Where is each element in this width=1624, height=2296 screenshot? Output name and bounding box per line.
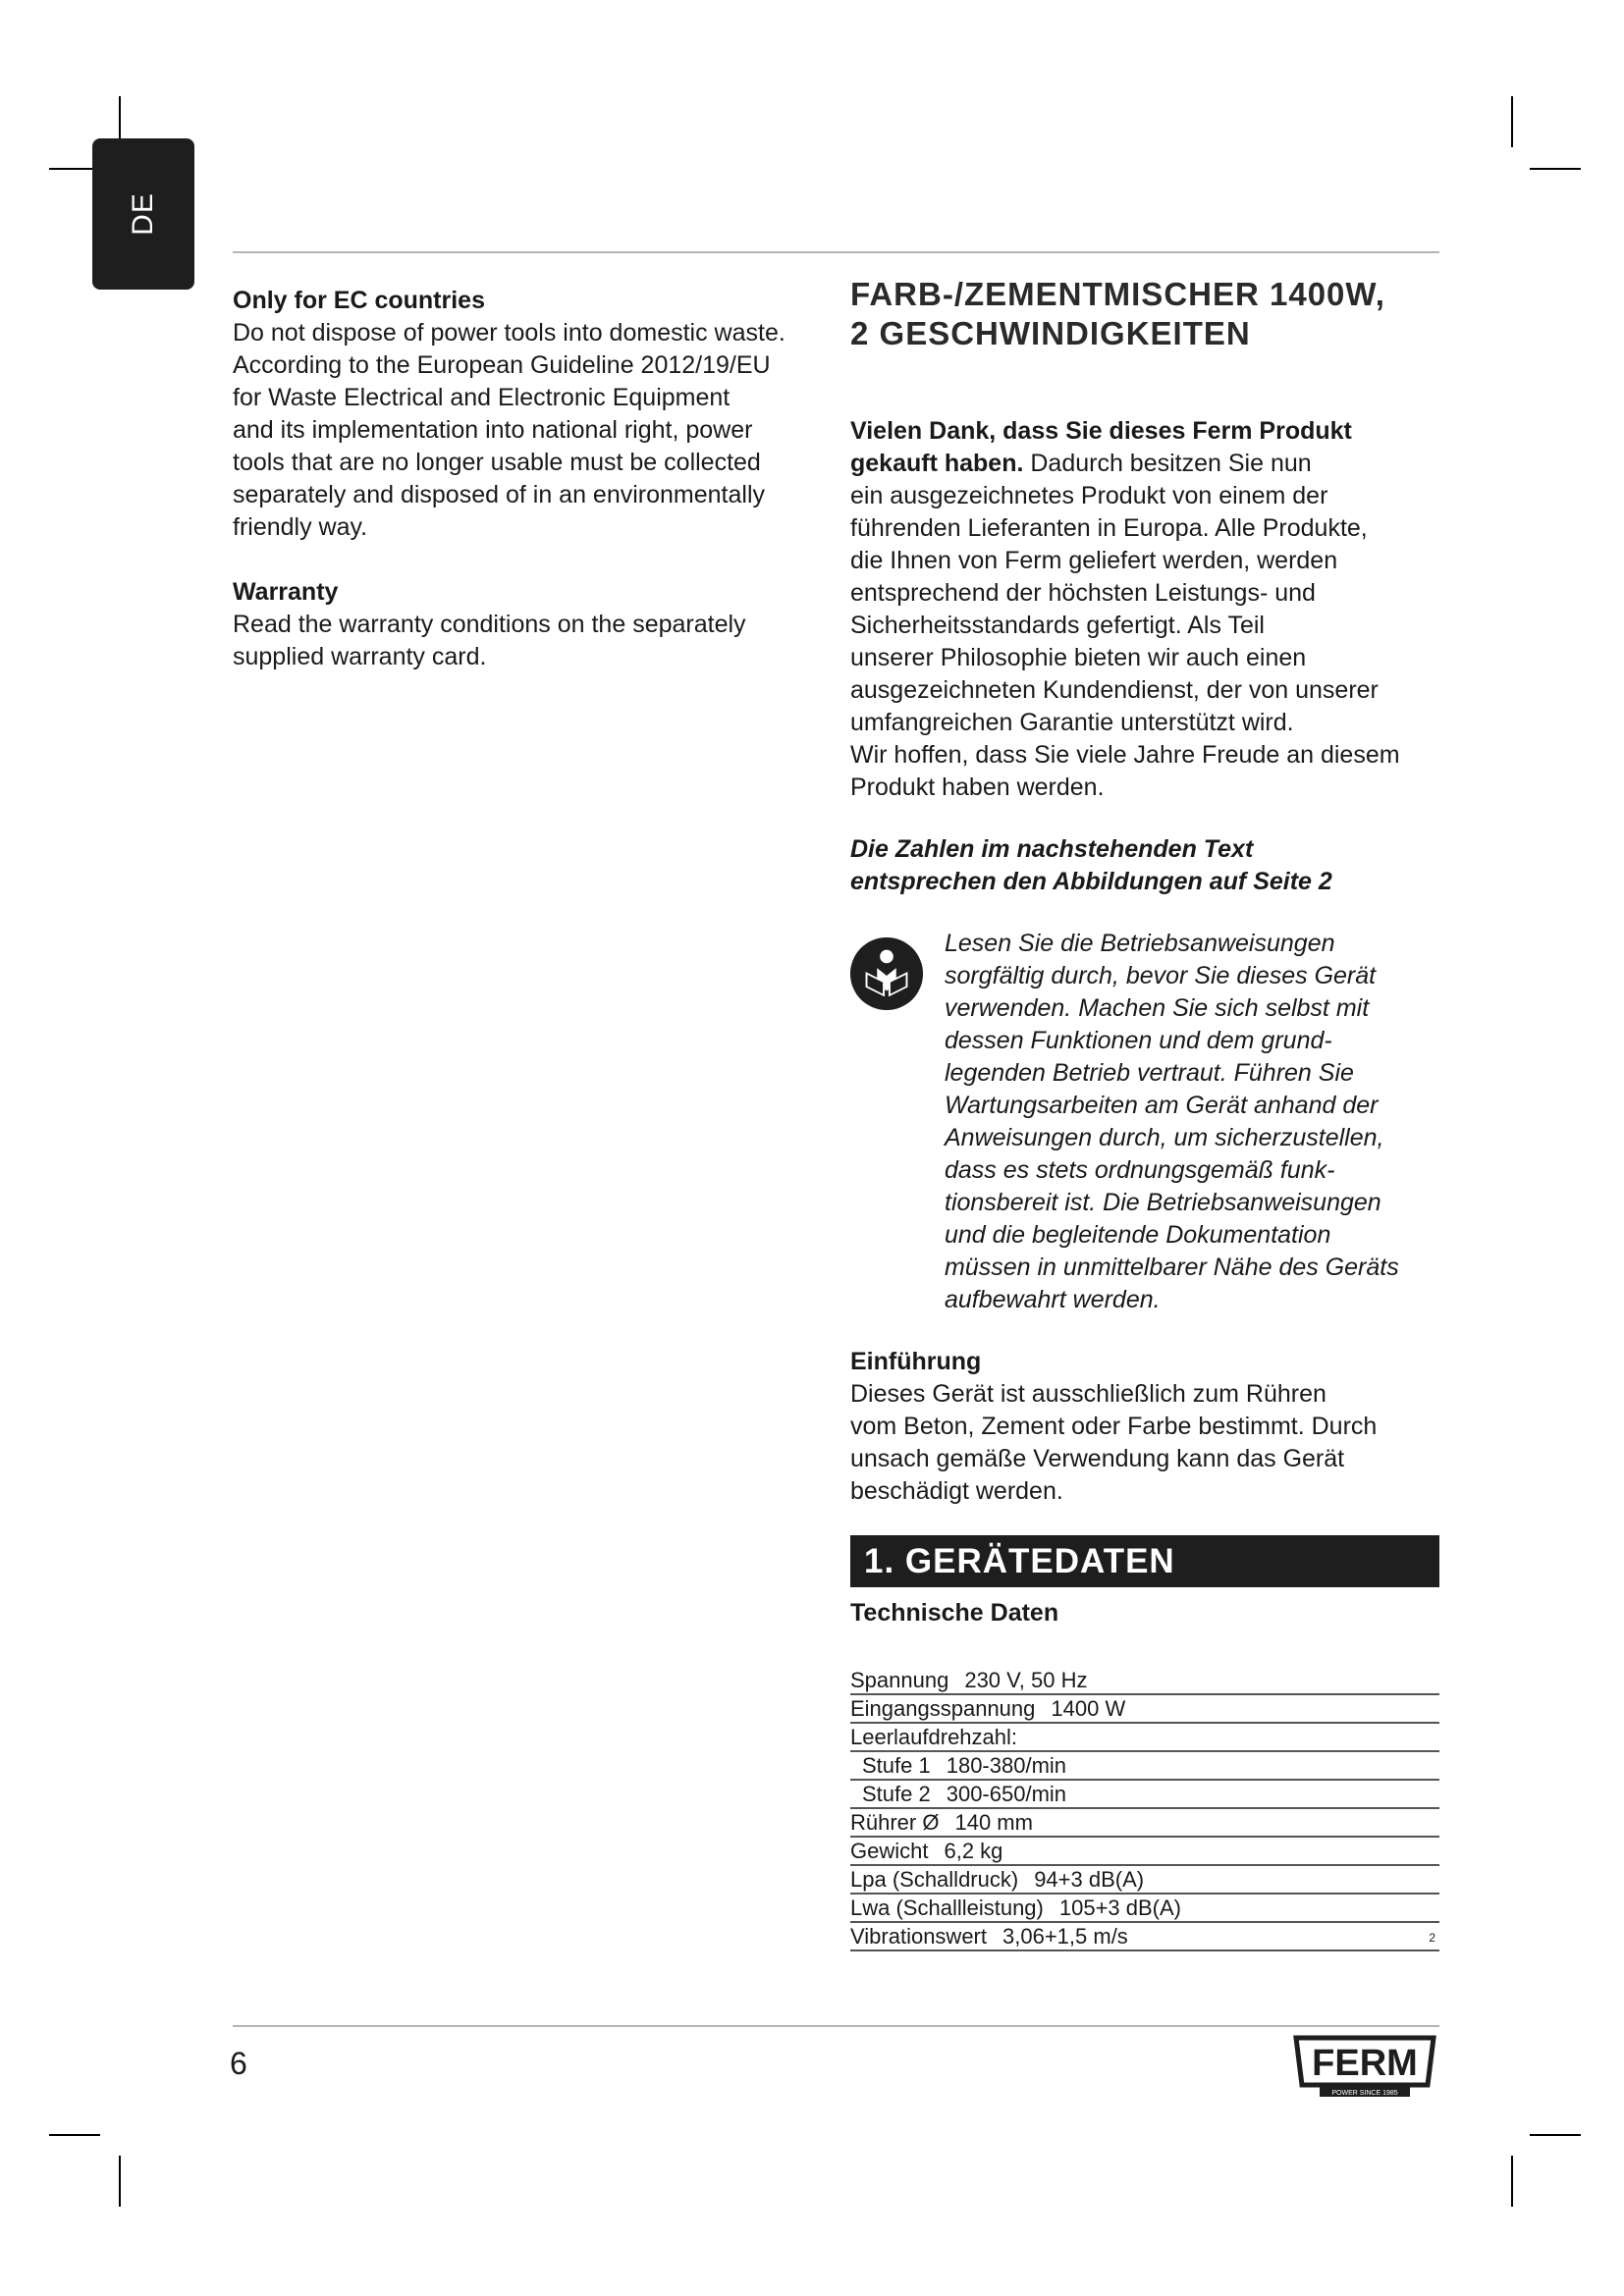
language-tab [92, 138, 194, 290]
spec-row: Leerlaufdrehzahl: [850, 1724, 1439, 1752]
notice-text: Lesen Sie die Betriebsanweisungen sorgfältig durch, bevor Sie dieses Gerät verwenden. Machen Sie sich selbst mit dessen Funktionen und dem grund- legenden Betrieb vertraut. Führen Sie Wartungsarbeiten am Gerät anhand der Anweisungen durch, um sicherzustellen, dass es stets ordnungsgemäß funk- tionsbereit ist. Die Betriebsanweisungen und die begleitende Dokumentation müssen in unmittelbarer Nähe des Geräts aufbewahrt werden. [945, 930, 1399, 1313]
crop-mark [49, 2134, 100, 2136]
crop-mark [1511, 96, 1513, 147]
spec-row: Gewicht 6,2 kg [850, 1838, 1439, 1866]
warranty-heading: Warranty [233, 578, 339, 606]
safety-notice [850, 928, 1439, 1316]
logo-tagline: POWER SINCE 1985 [1331, 2090, 1398, 2097]
crop-mark [1530, 2134, 1581, 2136]
header-divider [233, 251, 1439, 253]
spec-table [850, 1667, 1439, 1951]
ferm-logo [1290, 2034, 1439, 2099]
spec-row: Rührer Ø 140 mm [850, 1809, 1439, 1838]
warranty-text: Read the warranty conditions on the separately supplied warranty card. [233, 611, 746, 670]
spec-row: Stufe 2 300-650/min [850, 1781, 1439, 1809]
footer-divider [233, 2025, 1439, 2027]
spec-row: Lwa (Schallleistung) 105+3 dB(A) [850, 1895, 1439, 1923]
crop-mark [119, 2156, 121, 2207]
superscript: 2 [1429, 1931, 1435, 1945]
crop-mark [1511, 2156, 1513, 2207]
spec-row: Lpa (Schalldruck) 94+3 dB(A) [850, 1866, 1439, 1895]
thanks-bold: Vielen Dank, dass Sie dieses Ferm Produkt gekauft haben. [850, 417, 1352, 477]
logo-text: FERM [1312, 2043, 1418, 2084]
spec-row: Vibrationswert 3,06+1,5 m/s 2 [850, 1923, 1439, 1951]
left-column [233, 285, 822, 673]
spec-row: Eingangsspannung 1400 W [850, 1695, 1439, 1724]
thanks-text: Dadurch besitzen Sie nun ein ausgezeichnetes Produkt von einem der führenden Lieferanten in Europa. Alle Produkte, die Ihnen von Ferm geliefert werden, werden entsprechend der höchsten Leistungs- und Sicherheitsstandards gefertigt. Als Teil unserer Philosophie bieten wir auch einen ausgezeichneten Kundendienst, der von unserer umfangreichen Garantie unterstützt wird. Wir hoffen, dass Sie viele Jahre Freude an diesem Produkt haben werden. [850, 450, 1400, 801]
intro-text: Dieses Gerät ist ausschließlich zum Rühren vom Beton, Zement oder Farbe bestimmt. Durch unsach gemäße Verwendung kann das Gerät beschädigt werden. [850, 1380, 1378, 1505]
thanks-paragraph [850, 383, 1439, 804]
product-title: FARB-/ZEMENTMISCHER 1400W, 2 GESCHWINDIGKEITEN [850, 276, 1385, 351]
section-title-bar: 1. GERÄTEDATEN [850, 1535, 1439, 1587]
figures-note: Die Zahlen im nachstehenden Text entsprechen den Abbildungen auf Seite 2 [850, 835, 1332, 895]
ec-heading: Only for EC countries [233, 287, 485, 314]
spec-row: Spannung 230 V, 50 Hz [850, 1667, 1439, 1695]
tech-heading: Technische Daten [850, 1599, 1059, 1627]
language-tab-label: DE [127, 192, 159, 236]
crop-mark [1530, 168, 1581, 170]
spec-row: Stufe 1 180-380/min [850, 1752, 1439, 1781]
read-manual-icon [848, 935, 925, 1012]
ec-text: Do not dispose of power tools into domestic waste. According to the European Guideline 2012/19/EU for Waste Electrical and Electronic Equipment and its implementation into national right, power tools that are no longer usable must be collected separately and disposed of in an environmentally friendly way. [233, 319, 785, 541]
right-column [850, 275, 1439, 1951]
page-number: 6 [230, 2046, 247, 2081]
intro-heading: Einführung [850, 1348, 982, 1375]
